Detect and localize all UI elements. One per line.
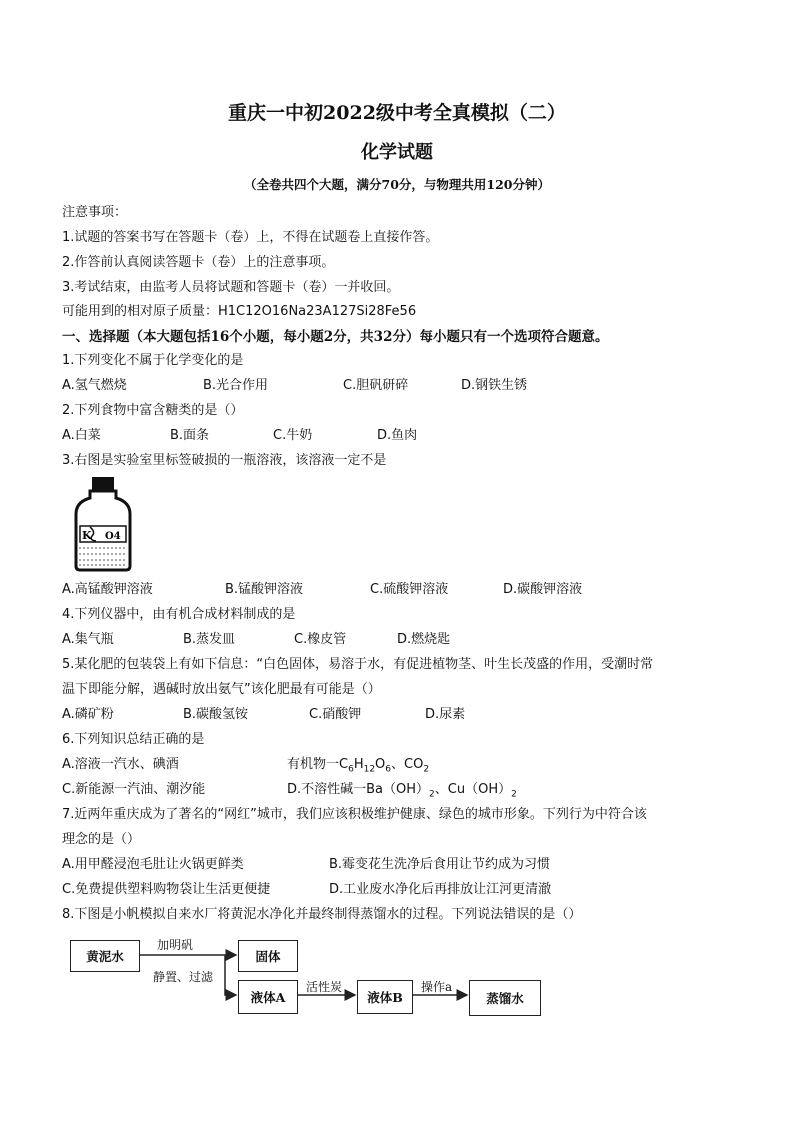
arrow-to-liquid-a: [225, 955, 236, 995]
option-d: D.尿素: [425, 707, 466, 722]
option-b: B.碳酸氢铵: [183, 707, 249, 722]
option-d: D.工业废水净化后再排放让江河更清澈: [329, 882, 552, 897]
option-c: C.硫酸钾溶液: [370, 582, 449, 597]
option-c: C.免费提供塑料购物袋让生活更便捷: [62, 882, 271, 897]
option-c: C.牛奶: [273, 428, 313, 443]
option-a: A.氢气燃烧: [62, 378, 127, 393]
section-heading: 一、选择题（本大题包括16个小题，每小题2分，共32分）每小题只有一个选项符合题意。: [62, 329, 609, 345]
option-b: B.面条: [170, 428, 210, 443]
flow-label-activated-carbon: 活性炭: [306, 980, 343, 994]
option-b: B.霉变花生洗净后食用让节约成为习惯: [329, 857, 551, 872]
question-stem: 5.某化肥的包装袋上有如下信息：“白色固体，易溶于水，有促进植物茎、叶生长茂盛的作用，受潮时常: [62, 657, 654, 672]
notice-item: 2.作答前认真阅读答题卡（卷）上的注意事项。: [62, 255, 335, 270]
flow-box-solid: 固体: [238, 940, 298, 972]
option-a: A.集气瓶: [62, 632, 114, 647]
option-d: D.钢铁生锈: [461, 378, 528, 393]
notice-item: 1.试题的答案书写在答题卡（卷）上，不得在试题卷上直接作答。: [62, 230, 439, 245]
option-b: B.光合作用: [203, 378, 269, 393]
option-c: C.硝酸钾: [309, 707, 362, 722]
atomic-mass-line: 可能用到的相对原子质量：H1C12O16Na23A127Si28Fe56: [62, 304, 417, 319]
option-a: A.白菜: [62, 428, 101, 443]
option-a: A.高锰酸钾溶液: [62, 582, 153, 597]
option-a: A.用甲醛浸泡毛肚让火锅更鲜类: [62, 857, 244, 872]
question-stem: 6.下列知识总结正确的是: [62, 732, 205, 747]
flow-box-muddy-water: 黄泥水: [70, 940, 140, 972]
flow-label-settle-filter: 静置、过滤: [153, 970, 214, 984]
flow-box-liquid-b: 液体B: [357, 980, 413, 1014]
option-d: D.不溶性碱一$Ba(OH)_2$、$Cu(OH)_2$: [287, 782, 517, 800]
question-stem: 4.下列仪器中，由有机合成材料制成的是: [62, 607, 296, 622]
label-text-left: K: [82, 529, 92, 542]
flow-box-liquid-a: 液体A: [238, 980, 298, 1014]
question-stem: 3.右图是实验室里标签破损的一瓶溶液，该溶液一定不是: [62, 453, 387, 468]
exam-subject: 化学试题: [361, 142, 433, 163]
label-text-right: O4: [105, 531, 121, 542]
option-a: A.溶液一汽水、碘酒: [62, 757, 179, 772]
option-b: B.锰酸钾溶液: [225, 582, 304, 597]
question-stem: 8.下图是小帆模拟自来水厂将黄泥水净化并最终制得蒸馏水的过程。下列说法错误的是（）: [62, 907, 582, 922]
option-c: C.胆矾研碎: [343, 378, 409, 393]
notice-heading: 注意事项：: [62, 205, 128, 220]
question-stem: 7.近两年重庆成为了著名的“网红”城市，我们应该积极维护健康、绿色的城市形象。下列行为中符合该: [62, 807, 647, 822]
option-b: 有机物一$C_6H_{12}O_6$、$CO_2$: [287, 757, 430, 775]
exam-note: （全卷共四个大题，满分70分，与物理共用120分钟）: [244, 177, 550, 192]
option-d: D.鱼肉: [377, 428, 418, 443]
question-stem-continued: 温下即能分解，遇碱时放出氨气”该化肥最有可能是（）: [62, 682, 381, 697]
option-b: B.蒸发皿: [183, 632, 236, 647]
option-d: D.燃烧匙: [397, 632, 451, 647]
flow-box-distilled-water: 蒸馏水: [469, 980, 541, 1016]
option-c: C.新能源一汽油、潮汐能: [62, 782, 206, 797]
flow-label-add-alum: 加明矾: [157, 938, 194, 952]
question-stem: 1.下列变化不属于化学变化的是: [62, 353, 244, 368]
option-a: A.磷矿粉: [62, 707, 114, 722]
flow-label-operation-a: 操作a: [421, 980, 453, 994]
option-c: C.橡皮管: [294, 632, 347, 647]
option-d: D.碳酸钾溶液: [503, 582, 583, 597]
notice-item: 3.考试结束，由监考人员将试题和答题卡（卷）一并收回。: [62, 280, 400, 295]
question-stem: 2.下列食物中富含糖类的是（）: [62, 403, 244, 418]
exam-title: 重庆一中初2022级中考全真模拟（二）: [228, 102, 566, 124]
question-stem-continued: 理念的是（）: [62, 832, 141, 847]
